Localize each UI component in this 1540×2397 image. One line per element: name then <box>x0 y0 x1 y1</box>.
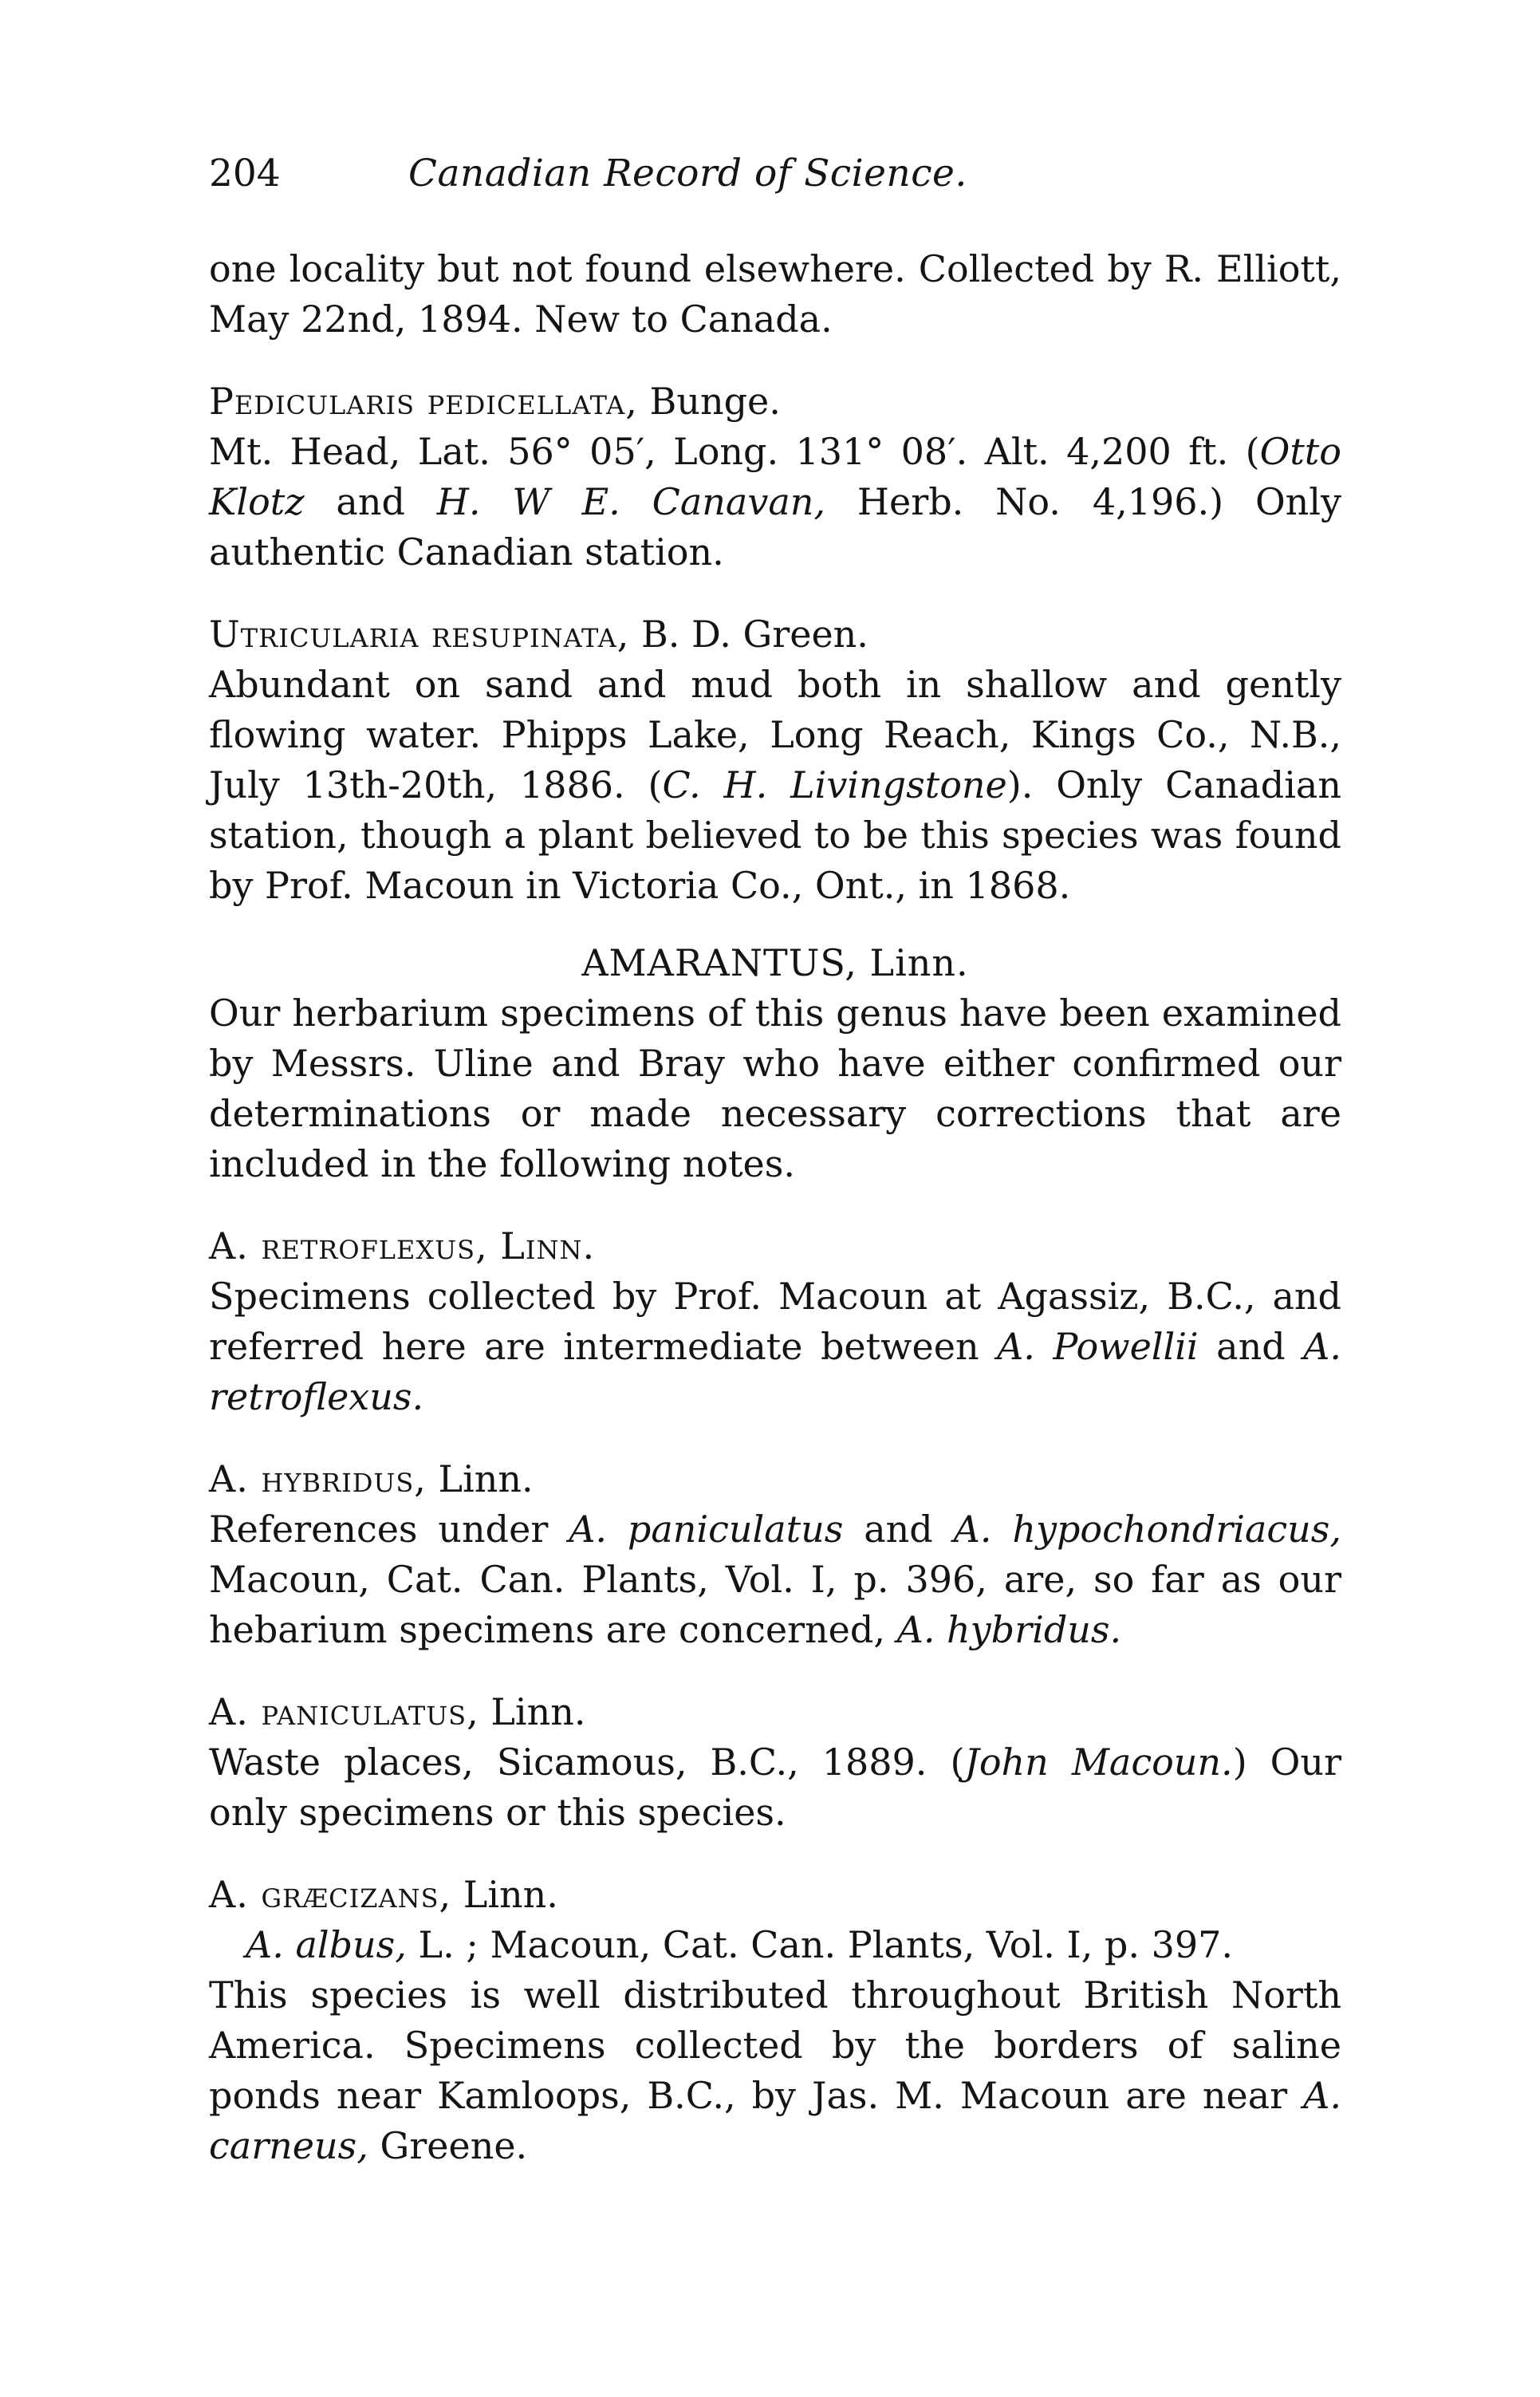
species-name: Utricularia resupinata, <box>209 613 630 656</box>
taxon-name: A. paniculatus <box>569 1508 844 1551</box>
species-name-line <box>209 377 1341 427</box>
collector-name: C. H. Livingstone <box>662 763 1007 806</box>
species-name: Pedicularis pedicellata, <box>209 380 638 423</box>
description-text: Macoun, Cat. Can. Plants, Vol. I, p. 396, are, so far as our hebarium specimens are concerned, <box>209 1558 1341 1651</box>
species-name: A. hybridus, <box>209 1457 427 1500</box>
description-text: L. ; Macoun, Cat. Can. Plants, Vol. I, p. 397. <box>406 1923 1233 1966</box>
species-entry-pedicularis <box>209 377 1341 578</box>
species-description <box>209 1504 1341 1655</box>
taxon-name: A. carneus, <box>209 2074 1341 2167</box>
species-description <box>209 427 1341 578</box>
species-description <box>209 1737 1341 1838</box>
description-text: Mt. Head, Lat. 56° 05′, Long. 131° 08′. Alt. 4,200 ft. ( <box>209 430 1260 473</box>
species-description <box>209 660 1341 911</box>
species-authority: Linn. <box>479 1690 586 1733</box>
description-text: ) Our only specimens or this species. <box>209 1741 1341 1834</box>
species-name-line <box>209 1870 1341 1920</box>
description-text: This species is well distributed throughout British North America. Specimens collected by the borders of saline ponds near Kamloops, B.C., by Jas. M. Macoun are near <box>209 1973 1341 2117</box>
species-authority: Linn. <box>487 1224 596 1267</box>
species-authority: Linn. <box>426 1457 534 1500</box>
species-entry-hybridus <box>209 1454 1341 1655</box>
continuation-paragraph <box>209 244 1341 345</box>
species-name-line <box>209 609 1341 660</box>
page-number: 204 <box>209 152 281 195</box>
taxon-name: A. hypochondriacus, <box>953 1508 1341 1551</box>
taxon-name: A. hybridus. <box>896 1608 1122 1651</box>
species-entry-retroflexus <box>209 1221 1341 1422</box>
continuation-text: one locality but not found elsewhere. Collected by R. Elliott, May 22nd, 1894. New to Canada. <box>209 247 1341 341</box>
species-name: A. paniculatus, <box>209 1690 479 1733</box>
description-text: Greene. <box>368 2124 528 2167</box>
species-authority: Bunge. <box>637 380 781 423</box>
running-title: Canadian Record of Science. <box>408 152 967 195</box>
species-authority: B. D. Green. <box>629 613 868 656</box>
description-text: Waste places, Sicamous, B.C., 1889. ( <box>209 1741 965 1784</box>
taxon-name: A. Powellii <box>997 1325 1199 1368</box>
description-text: ). Only Canadian station, though a plant believed to be this species was found by Prof. Macoun in Victoria Co., Ont., in 1868. <box>209 763 1341 907</box>
species-name-line <box>209 1687 1341 1737</box>
species-name: A. retroflexus, <box>209 1224 488 1267</box>
species-name: A. græcizans, <box>209 1873 452 1916</box>
page-header <box>209 152 1341 199</box>
genus-intro: Our herbarium specimens of this genus have been examined by Messrs. Uline and Bray who have either confirmed our determinations or made necessary corrections that are included in the following notes. <box>209 992 1341 1185</box>
collector-name: Otto Klotz <box>209 430 1341 523</box>
species-name-line <box>209 1221 1341 1271</box>
book-page <box>209 152 1341 2171</box>
taxon-name: A. retroflexus. <box>209 1325 1341 1418</box>
taxon-name: A. albus, <box>246 1923 407 1966</box>
description-text: and <box>304 480 437 523</box>
description-text: and <box>1198 1325 1304 1368</box>
genus-heading: AMARANTUS, Linn. <box>581 941 969 984</box>
species-name-line <box>209 1454 1341 1504</box>
collector-name: H. W E. Canavan, <box>436 480 825 523</box>
description-text: and <box>843 1508 954 1551</box>
description-text: Abundant on sand and mud both in shallow and gently flowing water. Phipps Lake, Long Reach, Kings Co., N.B., July 13th-20th, 1886. ( <box>209 663 1341 806</box>
species-description <box>209 1970 1341 2171</box>
collector-name: John Macoun. <box>964 1741 1233 1784</box>
species-entry-graecizans <box>209 1870 1341 2171</box>
description-text: Specimens collected by Prof. Macoun at Agassiz, B.C., and referred here are intermediate between <box>209 1275 1341 1368</box>
species-entry-paniculatus <box>209 1687 1341 1838</box>
species-entry-utricularia <box>209 609 1341 911</box>
species-authority: Linn. <box>451 1873 558 1916</box>
species-description <box>209 1271 1341 1422</box>
synonym-line <box>209 1920 1341 1970</box>
description-text: Herb. No. 4,196.) Only authentic Canadian station. <box>209 480 1341 574</box>
description-text: References under <box>209 1508 569 1551</box>
